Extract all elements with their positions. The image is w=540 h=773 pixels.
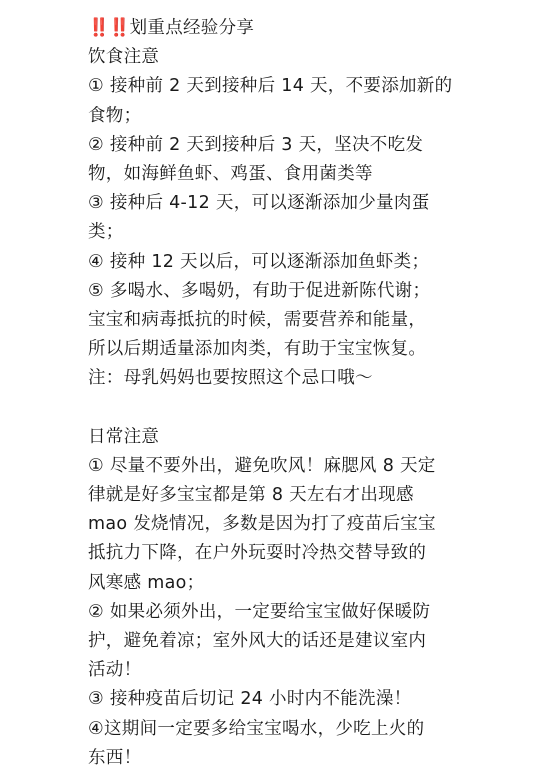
daily-line: 风寒感 mao；: [88, 572, 205, 593]
diet-line: ② 接种前 2 天到接种后 3 天，坚决不吃发: [88, 134, 424, 155]
diet-note: 注：母乳妈妈也要按照这个忌口哦～: [88, 368, 373, 389]
daily-line: ② 如果必须外出，一定要给宝宝做好保暖防: [88, 601, 431, 622]
daily-line: ③ 接种疫苗后切记 24 小时内不能洗澡！: [88, 689, 412, 710]
diet-line: 所以后期适量添加肉类，有助于宝宝恢复。: [88, 339, 427, 360]
daily-line: 活动！: [88, 660, 142, 681]
article-title: [88, 14, 528, 43]
diet-line: 物，如海鲜鱼虾、鸡蛋、食用菌类等: [88, 163, 373, 184]
diet-line: 食物；: [88, 105, 142, 126]
daily-line: 护，避免着凉；室外风大的话还是建议室内: [88, 630, 427, 651]
diet-section: [88, 43, 528, 393]
diet-line: 类；: [88, 222, 124, 243]
daily-line: 律就是好多宝宝都是第 8 天左右才出现感: [88, 485, 414, 505]
daily-line: 抵抗力下降，在户外玩耍时冷热交替导致的: [88, 543, 427, 564]
section-heading-diet: 饮食注意: [88, 47, 160, 68]
title-text: 划重点经验分享: [129, 18, 255, 38]
article-body: [88, 14, 528, 773]
diet-line: ③ 接种后 4-12 天，可以逐渐添加少量肉蛋: [88, 193, 430, 214]
double-exclamation-icon: ‼️‼️: [88, 18, 130, 38]
diet-line: ④ 接种 12 天以后，可以逐渐添加鱼虾类；: [88, 251, 430, 272]
section-heading-daily: 日常注意: [88, 426, 160, 447]
daily-line: mao 发烧情况，多数是因为打了疫苗后宝宝: [88, 514, 436, 535]
section-spacer: [88, 393, 528, 422]
daily-line: ④这期间一定要多给宝宝喝水，少吃上火的: [88, 718, 425, 739]
diet-line: ⑤ 多喝水、多喝奶，有助于促进新陈代谢；: [88, 280, 431, 301]
daily-line: ① 尽量不要外出，避免吹风！麻腮风 8 天定: [88, 455, 436, 476]
daily-section: [88, 423, 528, 773]
diet-line: ① 接种前 2 天到接种后 14 天，不要添加新的: [88, 76, 453, 97]
daily-line: 东西！: [88, 747, 142, 768]
diet-line: 宝宝和病毒抵抗的时候，需要营养和能量，: [88, 309, 427, 330]
